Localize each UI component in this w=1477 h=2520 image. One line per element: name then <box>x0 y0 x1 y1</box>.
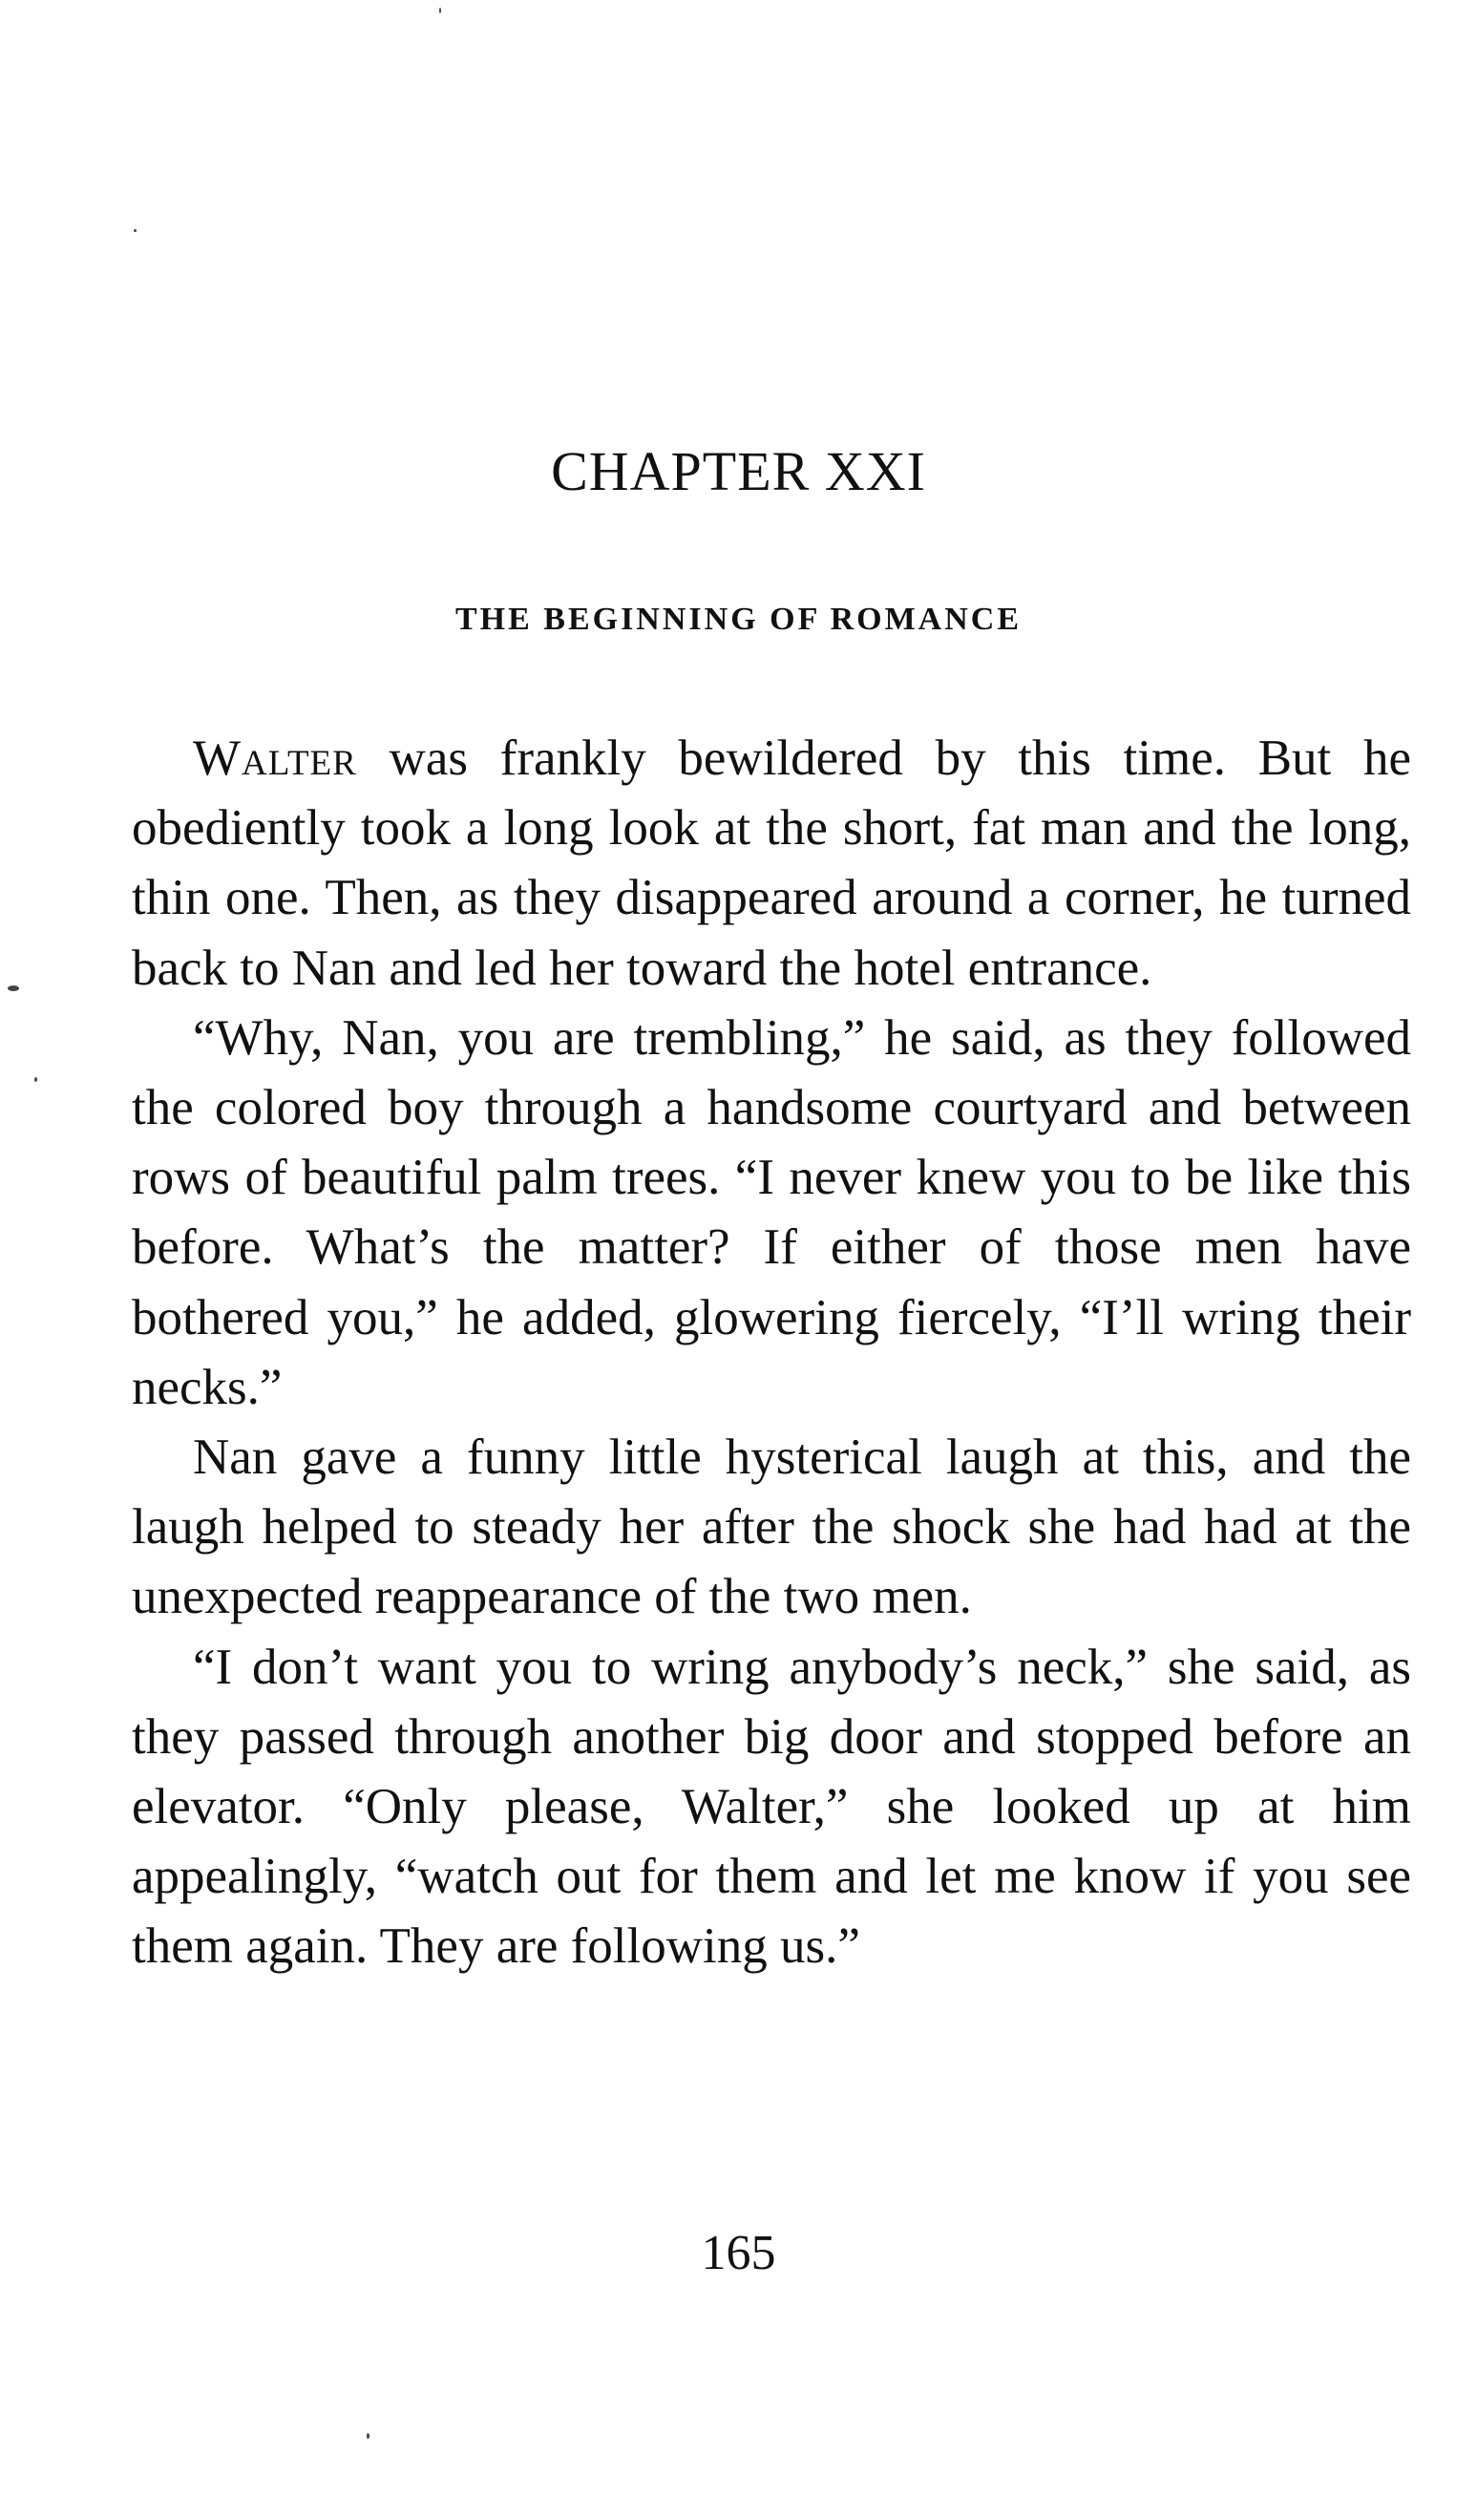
scan-speck <box>8 985 19 991</box>
chapter-subtitle: THE BEGINNING OF ROMANCE <box>454 602 1023 637</box>
paragraph-text: Nan gave a funny little hysterical laugh at this, and the laugh helped to steady her after the shock she had had at the unexpected reappearance of the two men. <box>132 1429 1411 1625</box>
chapter-body <box>132 724 1411 1982</box>
scan-speck <box>439 8 441 13</box>
paragraph-lead-word: Walter <box>193 731 357 786</box>
paragraph <box>132 724 1411 1004</box>
paragraph <box>132 1004 1411 1423</box>
page-number: 165 <box>701 2226 776 2280</box>
chapter-heading: CHAPTER XXI <box>551 440 926 502</box>
paragraph <box>132 1633 1411 1982</box>
paragraph <box>132 1423 1411 1633</box>
paragraph-text: “I don’t want you to wring anybody’s neck,” she said, as they passed through another big door and stopped before an elevator. “Only please, Walter,” she looked up at him appealingly, “watch out for them and let me know if you see them again. They are following us.” <box>132 1639 1411 1975</box>
paragraph-text: “Why, Nan, you are trembling,” he said, as they followed the colored boy through a handsome courtyard and between rows of beautiful palm trees. “I never knew you to be like this before. What’s the matter? If either of those men have bothered you,” he added, glowering fiercely, “I’ll wring their necks.” <box>132 1009 1411 1415</box>
scan-speck <box>34 1077 37 1082</box>
paragraph-text: was frankly bewildered by this time. But he obediently took a long look at the short, fat man and the long, thin one. Then, as they disappeared around a corner, he turned back to Nan and led her toward the hotel entrance. <box>132 731 1411 996</box>
scan-speck <box>134 229 137 232</box>
scan-speck <box>367 2433 369 2439</box>
